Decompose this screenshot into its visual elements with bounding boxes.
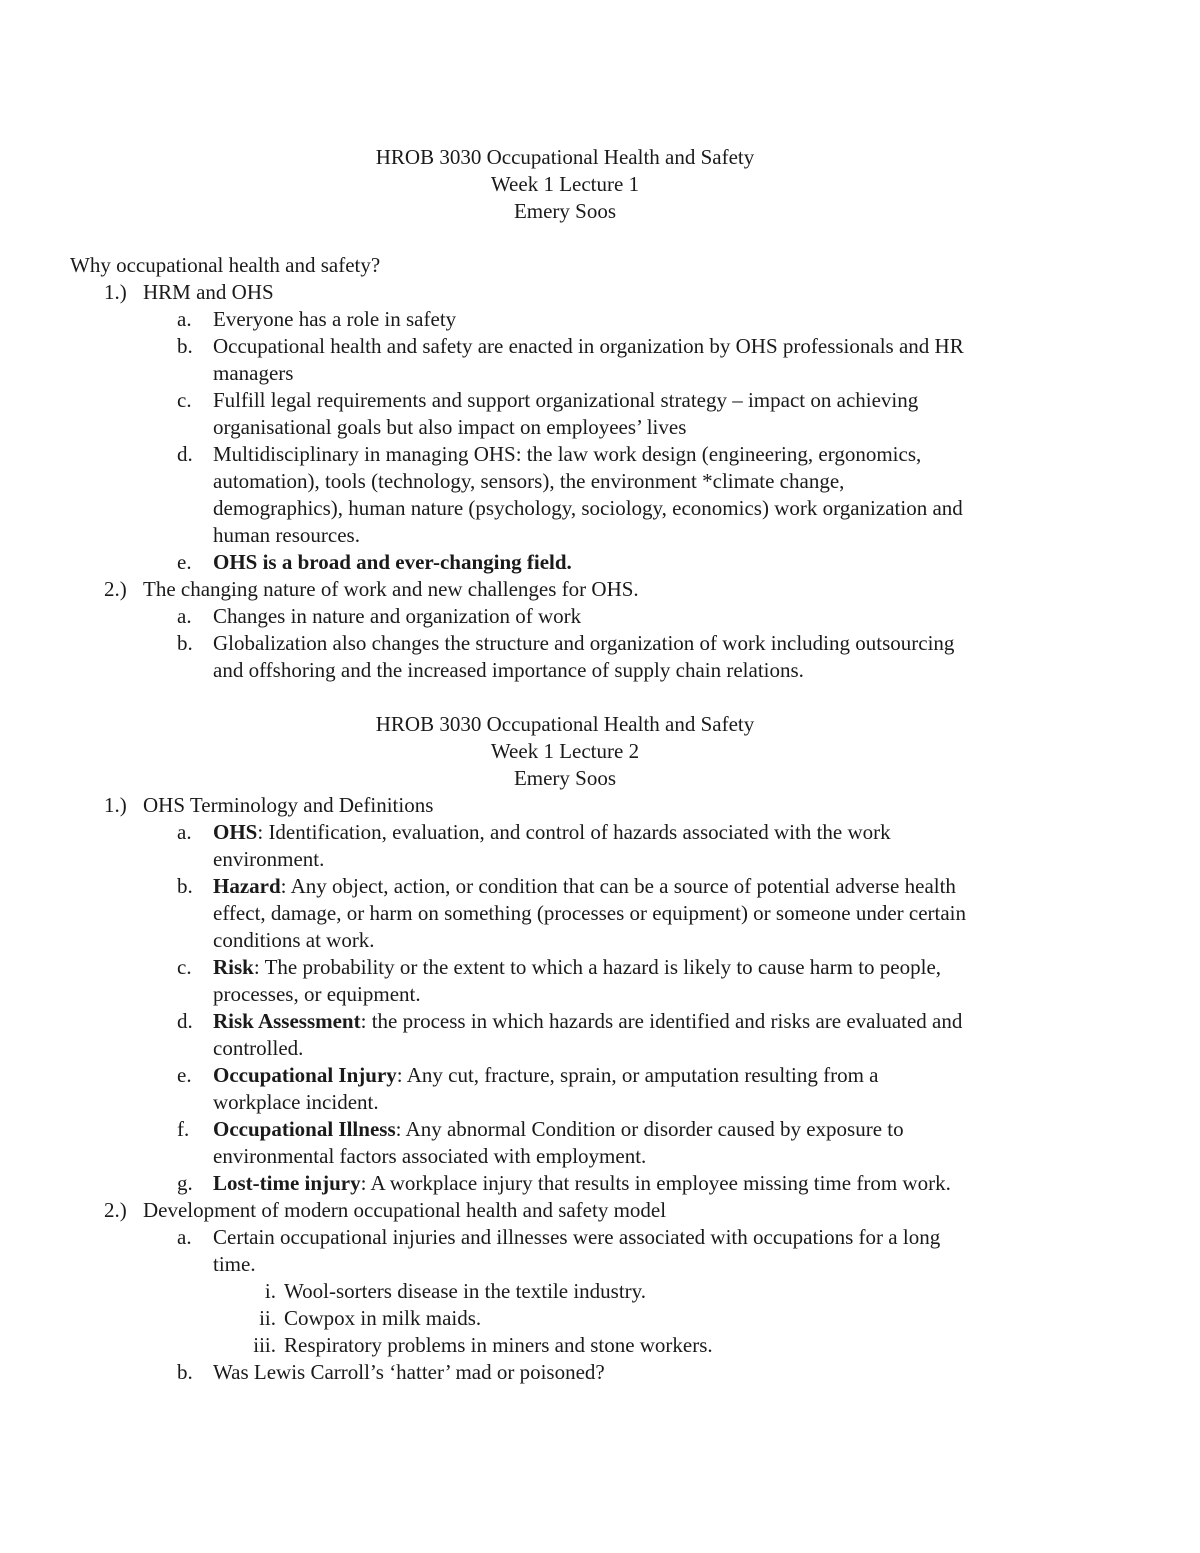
list-item-text: Globalization also changes the structure and organization of work including outsourcing [213,631,955,655]
list-number: 1.) [104,280,127,304]
definition-line [213,1170,951,1197]
list-item-text: human resources. [213,523,360,547]
list-item-text: time. [213,1252,256,1276]
list-item-text: workplace incident. [213,1090,379,1114]
definition-term: Hazard [213,874,281,898]
definition-text: : Any abnormal Condition or disorder caused by exposure to [395,1117,904,1141]
lecture-title: Week 1 Lecture 1 [490,172,640,196]
list-item-text: and offshoring and the increased importance of supply chain relations. [213,658,804,682]
definition-text: : Any object, action, or condition that can be a source of potential adverse health [280,874,956,898]
definition-term: Risk Assessment [213,1009,361,1033]
list-item-title: OHS Terminology and Definitions [143,793,434,817]
list-letter: b. [177,1360,193,1384]
definition-text: : A workplace injury that results in employee missing time from work. [360,1171,951,1195]
list-item-title: HRM and OHS [143,280,274,304]
list-item-text: controlled. [213,1036,304,1060]
definition-line [213,1116,904,1143]
list-item-text: Cowpox in milk maids. [284,1306,482,1330]
list-letter: e. [177,550,192,574]
list-item-text: organisational goals but also impact on employees’ lives [213,415,687,439]
list-letter: a. [177,1225,192,1249]
roman-number: iii. [253,1333,276,1357]
list-letter: d. [177,442,193,466]
lecture-title: Week 1 Lecture 2 [490,739,640,763]
list-item-text: managers [213,361,294,385]
definition-line [213,819,891,846]
list-number: 2.) [104,577,127,601]
list-item-text: Changes in nature and organization of work [213,604,582,628]
list-item-text: Certain occupational injuries and illnesses were associated with occupations for a long [213,1225,941,1249]
list-letter: b. [177,334,193,358]
list-item-text: Was Lewis Carroll’s ‘hatter’ mad or poisoned? [213,1360,605,1384]
section-question: Why occupational health and safety? [70,253,381,277]
definition-text: : The probability or the extent to which a hazard is likely to cause harm to people, [253,955,942,979]
definition-term: OHS [213,820,258,844]
list-item-title: Development of modern occupational health and safety model [143,1198,667,1222]
list-letter: a. [177,307,192,331]
list-item-text: Occupational health and safety are enacted in organization by OHS professionals and HR [213,334,964,358]
list-item-text: conditions at work. [213,928,375,952]
definition-term: Occupational Injury [213,1063,397,1087]
list-item-title: The changing nature of work and new challenges for OHS. [143,577,639,601]
definition-text: : the process in which hazards are identified and risks are evaluated and [360,1009,963,1033]
definition-line [213,954,941,981]
list-item-text: Respiratory problems in miners and stone workers. [284,1333,713,1357]
list-item-text: Everyone has a role in safety [213,307,457,331]
list-letter: a. [177,604,192,628]
definition-term: Risk [213,955,254,979]
definition-line [213,1008,962,1035]
course-title: HROB 3030 Occupational Health and Safety [375,712,755,736]
list-letter: e. [177,1063,192,1087]
list-item-text: Wool-sorters disease in the textile industry. [284,1279,647,1303]
list-item-text: processes, or equipment. [213,982,421,1006]
list-letter: c. [177,955,192,979]
roman-number: i. [264,1279,276,1303]
definition-text: : Any cut, fracture, sprain, or amputation resulting from a [396,1063,879,1087]
list-number: 2.) [104,1198,127,1222]
list-letter: g. [177,1171,193,1195]
definition-text: : Identification, evaluation, and control of hazards associated with the work [257,820,891,844]
list-letter: a. [177,820,192,844]
list-item-text: effect, damage, or harm on something (processes or equipment) or someone under certain [213,901,967,925]
author-name: Emery Soos [513,766,617,790]
list-letter: c. [177,388,192,412]
list-letter: d. [177,1009,193,1033]
course-title: HROB 3030 Occupational Health and Safety [375,145,755,169]
list-item-text: Multidisciplinary in managing OHS: the law work design (engineering, ergonomics, [213,442,922,466]
definition-line [213,873,956,900]
list-item-text: demographics), human nature (psychology, sociology, economics) work organization and [213,496,963,520]
list-letter: f. [177,1117,190,1141]
list-number: 1.) [104,793,127,817]
emphasis-text: OHS is a broad and ever-changing field. [213,550,572,574]
author-name: Emery Soos [513,199,617,223]
list-item-text: environmental factors associated with employment. [213,1144,647,1168]
list-letter: b. [177,874,193,898]
definition-line [213,1062,878,1089]
roman-number: ii. [259,1306,276,1330]
list-item-text: Fulfill legal requirements and support organizational strategy – impact on achieving [213,388,919,412]
definition-term: Occupational Illness [213,1117,396,1141]
list-item-text: environment. [213,847,325,871]
list-letter: b. [177,631,193,655]
definition-term: Lost-time injury [213,1171,361,1195]
list-item-text: automation), tools (technology, sensors), the environment *climate change, [213,469,845,493]
